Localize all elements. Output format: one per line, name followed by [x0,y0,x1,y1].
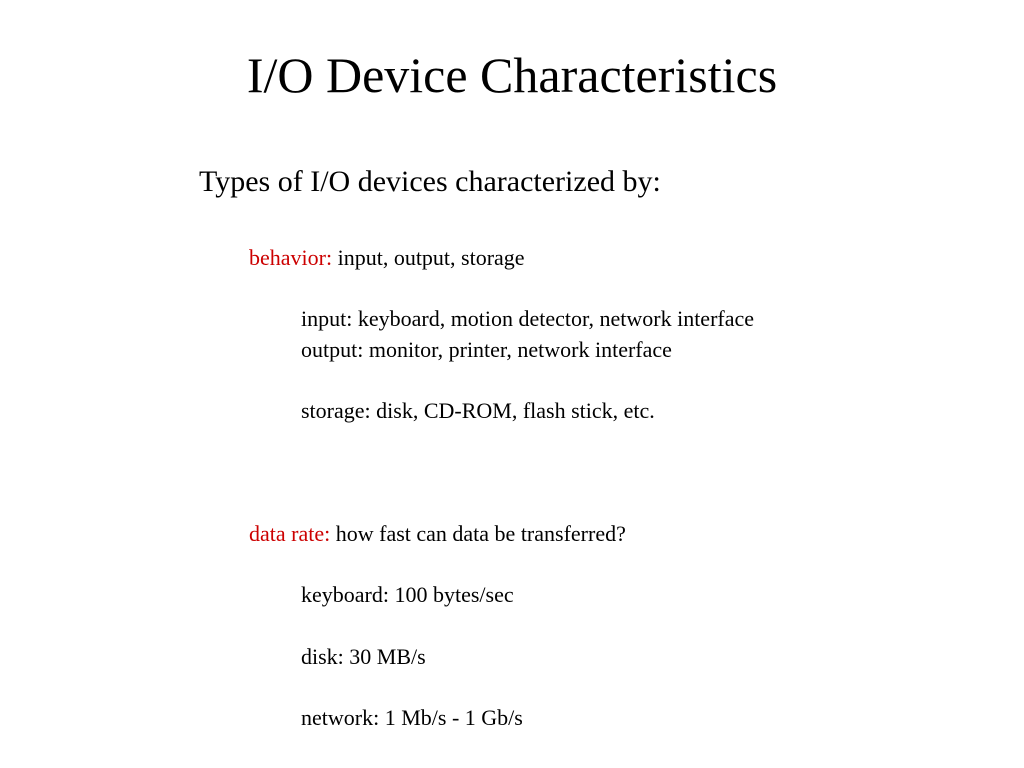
behavior-detail-output: output: monitor, printer, network interface [301,337,672,362]
behavior-detail-storage: storage: disk, CD-ROM, flash stick, etc. [301,398,655,423]
intro-text: Types of I/O devices characterized by: [199,165,661,198]
behavior-text: input, output, storage [332,245,525,270]
data-rate-example-disk: disk: 30 MB/s [301,644,426,669]
data-rate-example-keyboard: keyboard: 100 bytes/sec [301,582,514,607]
data-rate-example-network: network: 1 Mb/s - 1 Gb/s [301,705,523,730]
behavior-detail-input: input: keyboard, motion detector, network interface [301,306,755,331]
slide-title: I/O Device Characteristics [246,47,778,103]
data-rate-term: data rate: [249,521,331,546]
behavior-term: behavior: [249,245,333,270]
data-rate-text: how fast can data be transferred? [330,521,626,546]
behavior-line [249,243,525,273]
data-rate-line [249,519,626,549]
